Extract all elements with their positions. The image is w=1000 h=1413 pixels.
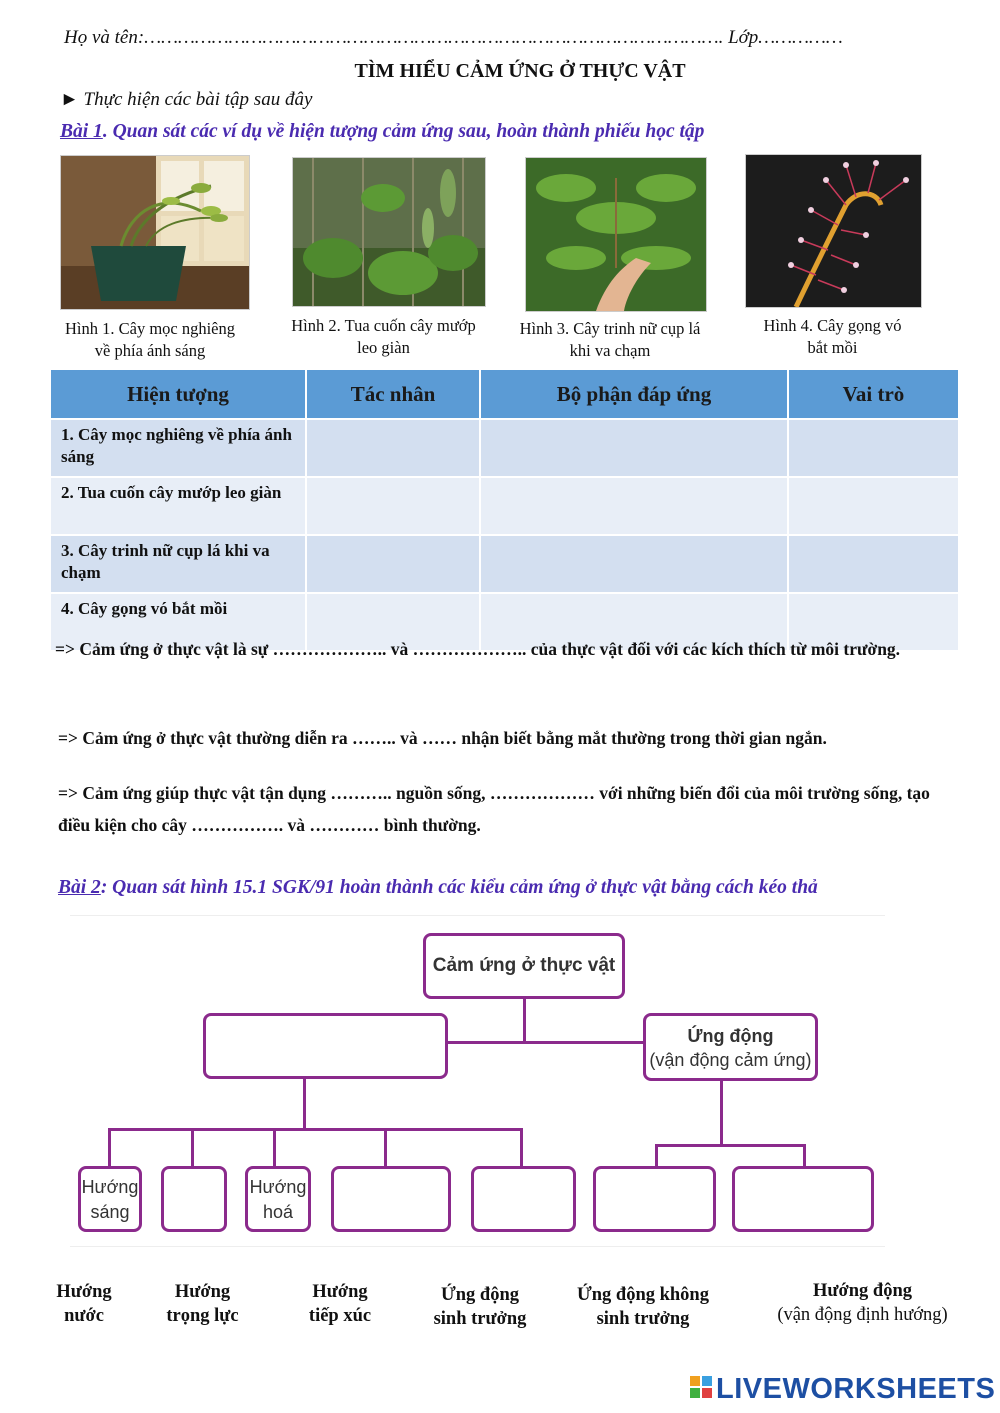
logo-icon	[690, 1376, 712, 1400]
logo-brand-prefix: LIVE	[716, 1373, 783, 1405]
figure-1-caption: Hình 1. Cây mọc nghiêng về phía ánh sáng	[64, 319, 236, 360]
answer-cell[interactable]	[788, 535, 959, 593]
conclusion-2: => Cảm ứng ở thực vật thường diễn ra …….. và …… nhận biết bằng mắt thường trong thời gian ngắn.	[58, 728, 827, 748]
exercise-1-heading	[60, 121, 704, 143]
header-role: Vai trò	[788, 369, 959, 419]
drop-zone-leaf-5[interactable]	[471, 1166, 576, 1232]
figure-4-sundew-photo	[745, 154, 922, 308]
logo-brand-suffix: WORKSHEETS	[782, 1373, 996, 1405]
exercise-2-heading	[58, 877, 818, 899]
conclusion-3: => Cảm ứng giúp thực vật tận dụng ……….. nguồn sống, ……………… với những biến đổi của môi trường sống, tạo điều kiện cho cây ……………. và ………… bình thường.	[58, 783, 930, 835]
header-responding-part: Bộ phận đáp ứng	[480, 369, 788, 419]
table-row	[50, 419, 959, 477]
row-phenomenon: 1. Cây mọc nghiêng về phía ánh sáng	[50, 419, 306, 477]
figure-2-gourd-tendril-photo	[292, 157, 486, 307]
drop-zone-leaf-2[interactable]	[161, 1166, 227, 1232]
instruction-text: ► Thực hiện các bài tập sau đây	[60, 89, 313, 110]
exercise-2-label: Bài 2	[58, 877, 101, 898]
liveworksheets-logo	[690, 1373, 996, 1405]
leaf-box-phototropism: Hướng sáng	[78, 1166, 142, 1232]
header-agent: Tác nhân	[306, 369, 480, 419]
answer-cell[interactable]	[788, 477, 959, 535]
answer-cell[interactable]	[480, 535, 788, 593]
figure-2-caption: Hình 2. Tua cuốn cây mướp leo giàn	[291, 316, 476, 357]
row-phenomenon: 2. Tua cuốn cây mướp leo giàn	[50, 477, 306, 535]
root-box: Cảm ứng ở thực vật	[423, 933, 625, 999]
drop-zone-category[interactable]	[203, 1013, 448, 1079]
exercise-1-label: Bài 1	[60, 121, 103, 142]
figure-1-plant-bending-photo	[60, 155, 250, 310]
option-gravitropism[interactable]: Hướng trọng lực	[166, 1282, 239, 1326]
option-hydrotropism[interactable]: Hướng nước	[56, 1282, 112, 1326]
row-phenomenon: 3. Cây trinh nữ cụp lá khi va chạm	[50, 535, 306, 593]
option-tropism[interactable]: Hướng động (vận động định hướng)	[777, 1281, 948, 1325]
figure-3-caption: Hình 3. Cây trinh nữ cụp lá khi va chạm	[519, 319, 701, 360]
option-growth-nastic[interactable]: Ứng động sinh trưởng	[433, 1285, 527, 1329]
drop-zone-leaf-4[interactable]	[331, 1166, 451, 1232]
option-non-growth-nastic[interactable]: Ứng động không sinh trưởng	[577, 1285, 709, 1329]
table-row	[50, 477, 959, 535]
answer-cell[interactable]	[480, 477, 788, 535]
figure-4-caption: Hình 4. Cây gọng vó bắt mồi	[763, 316, 902, 357]
row-phenomenon: 4. Cây gọng vó bắt mồi	[50, 593, 306, 651]
answer-cell[interactable]	[788, 419, 959, 477]
header-phenomenon: Hiện tượng	[50, 369, 306, 419]
drop-zone-leaf-6[interactable]	[593, 1166, 716, 1232]
table-row	[50, 535, 959, 593]
right-category-box: Ứng động (vận động cảm ứng)	[643, 1013, 818, 1081]
exercise-2-text: : Quan sát hình 15.1 SGK/91 hoàn thành các kiểu cảm ứng ở thực vật bằng cách kéo thả	[100, 877, 818, 898]
leaf-box-chemotropism: Hướng hoá	[245, 1166, 311, 1232]
worksheet-table	[49, 368, 960, 652]
exercise-1-text: . Quan sát các ví dụ về hiện tượng cảm ứng sau, hoàn thành phiếu học tập	[102, 121, 705, 142]
answer-cell[interactable]	[480, 419, 788, 477]
conclusion-1: => Cảm ứng ở thực vật là sự ……………….. và ……………….. của thực vật đối với các kích thích từ môi trường.	[55, 639, 901, 659]
option-thigmotropism[interactable]: Hướng tiếp xúc	[308, 1282, 372, 1326]
answer-cell[interactable]	[306, 419, 480, 477]
page-title: TÌM HIỂU CẢM ỨNG Ở THỰC VẬT	[354, 60, 686, 82]
name-class-line: Họ và tên:…………………………………………………………………………………………. Lớp……………	[64, 27, 843, 48]
figure-3-mimosa-photo	[525, 157, 707, 312]
answer-cell[interactable]	[306, 535, 480, 593]
drop-zone-leaf-7[interactable]	[732, 1166, 874, 1232]
answer-cell[interactable]	[306, 477, 480, 535]
